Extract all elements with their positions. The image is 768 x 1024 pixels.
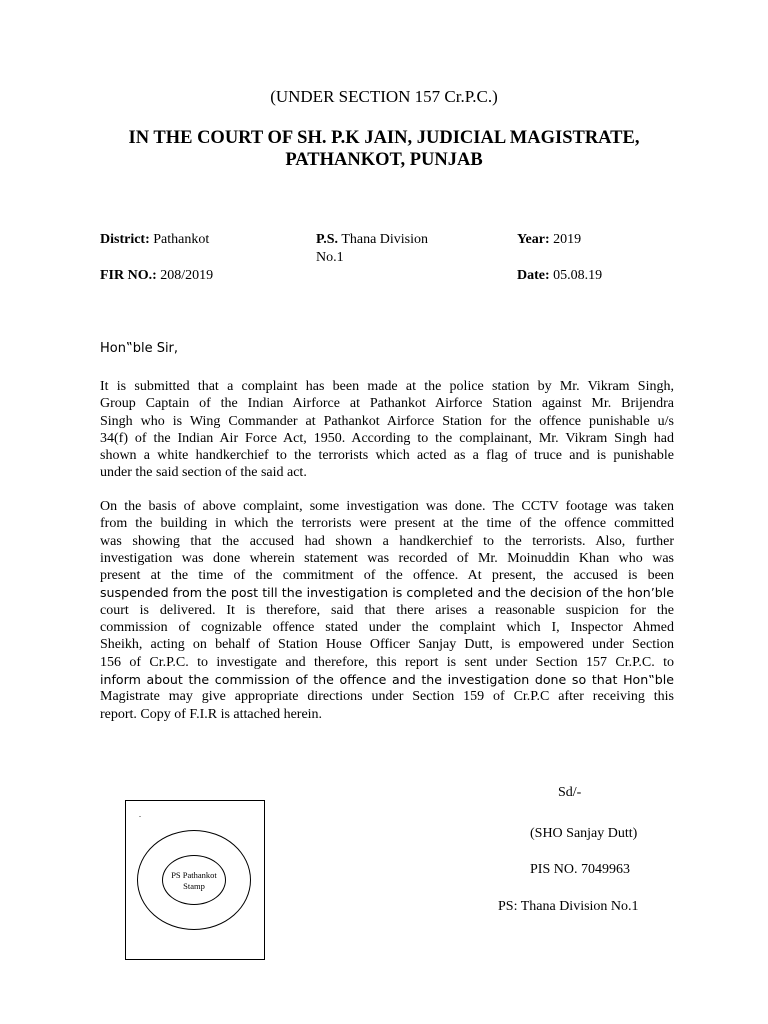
ps-value-line-1: Thana Division [341,232,429,247]
stamp-label [163,870,225,892]
fir-value: 208/2019 [160,268,214,283]
district-field [100,231,209,249]
paragraph-line: suspended from the post till the investigation is completed and the decision of the hon’ble [100,585,674,601]
year-label: Year: [517,232,550,247]
ps-label: P.S. [316,232,339,247]
paragraph-line: On the basis of above complaint, some investigation was done. The CCTV footage was taken [100,499,674,514]
paragraph-line: was showing that the accused had shown a handkerchief to the terrorists. Also, further [100,533,674,549]
date-label: Date: [517,268,550,283]
year-field [517,231,581,249]
stamp-inner-ring [162,855,226,905]
signature-sd: Sd/- [558,785,582,800]
paragraph-complaint [100,378,674,482]
district-value: Pathankot [153,232,210,247]
paragraph-line: under the said section of the said act. [100,465,307,481]
paragraph-line: court is delivered. It is therefore, said that there arises a reasonable suspicion for the [100,602,674,618]
date-field [517,267,602,285]
fir-label: FIR NO.: [100,268,157,283]
court-title-line-2: PATHANKOT, PUNJAB [285,150,483,170]
stamp-label-line-2: Stamp [183,881,205,891]
ps-field [316,231,466,267]
stamp-outer-ring [137,830,251,930]
paragraph-line: Sheikh, acting on behalf of Station House Officer Sanjay Dutt, is empowered under Section [100,637,674,653]
signature-pis: PIS NO. 7049963 [530,862,630,877]
signature-name: (SHO Sanjay Dutt) [530,826,638,841]
stamp-label-line-1: PS Pathankot [171,870,217,880]
paragraph-line: 34(f) of the Indian Air Force Act, 1950. According to the complainant, Mr. Vikram Singh had [100,430,674,446]
date-value: 05.08.19 [553,268,603,283]
paragraph-line: shown a white handkerchief to the terrorists which acted as a flag of truce and is punishable [100,448,674,464]
paragraph-line: Singh who is Wing Commander at Pathankot Airforce Station for the offence punishable u/s [100,413,674,429]
fir-field [100,267,213,285]
year-value: 2019 [553,232,582,247]
paragraph-line: from the building in which the terrorists were present at the time of the offence committed [100,516,674,532]
paragraph-line: Magistrate may give appropriate directions under Section 159 of Cr.P.C after receiving this [100,689,674,705]
paragraph-line: inform about the commission of the offence and the investigation done so that Hon‟ble [100,671,674,687]
stamp-box [125,800,265,960]
paragraph-line: It is submitted that a complaint has been made at the police station by Mr. Vikram Singh, [100,379,674,394]
paragraph-line: 156 of Cr.P.C. to investigate and therefore, this report is sent under Section 157 Cr.P.C. to [100,654,674,670]
ps-value-line-2: No.1 [316,250,344,265]
district-label: District: [100,232,150,247]
paragraph-line: commission of cognizable offence stated under the complaint which I, Inspector Ahmed [100,620,674,636]
paragraph-line: report. Copy of F.I.R is attached herein. [100,706,323,722]
paragraph-line: Group Captain of the Indian Airforce at Pathankot Airforce Station against Mr. Brijendra [100,396,674,412]
paragraph-investigation [100,498,674,723]
paragraph-line: investigation was done wherein statement was recorded of Mr. Moinuddin Khan who was [100,550,674,566]
paragraph-line: present at the time of the commitment of the offence. At present, the accused is been [100,568,674,584]
signature-ps: PS: Thana Division No.1 [498,899,639,914]
court-title [0,127,768,171]
section-heading: (UNDER SECTION 157 Cr.P.C.) [270,87,498,106]
stamp-mark: . [139,810,141,819]
salutation: Hon‟ble Sir, [100,341,179,356]
court-title-line-1: IN THE COURT OF SH. P.K JAIN, JUDICIAL MAGISTRATE, [128,128,640,148]
